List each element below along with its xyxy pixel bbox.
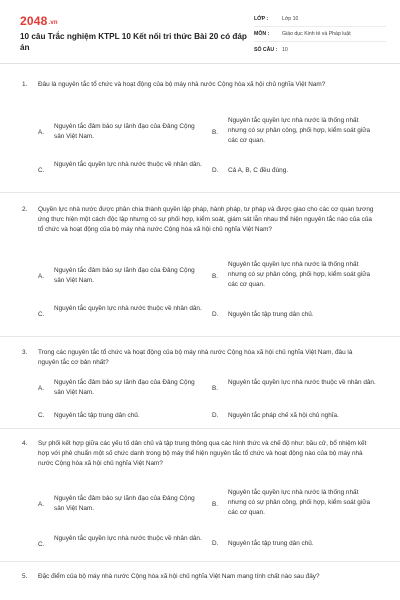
meta-label: SỐ CÂU :	[254, 46, 278, 53]
meta-value: 10	[282, 46, 288, 53]
option-letter: C.	[38, 311, 45, 318]
option-text: Nguyên tắc quyền lực nhà nước là thống nhất nhưng có sự phân công, phối hợp, kiểm soát giữa các cơ quan.	[228, 261, 371, 288]
option-text: Nguyên tắc quyền lực nhà nước thuộc về nhân dân.	[54, 161, 202, 168]
option-text: Nguyên tắc quyền lực nhà nước thuộc về nhân dân.	[228, 379, 376, 386]
option-text: Nguyên tắc tập trung dân chủ.	[228, 311, 314, 318]
option-letter: D.	[212, 311, 219, 318]
option-text: Nguyên tắc đảm bảo sự lãnh đạo của Đảng Cộng sản Việt Nam.	[54, 123, 195, 140]
quiz-header	[0, 0, 400, 64]
site-logo[interactable]	[20, 14, 58, 28]
option-text: Nguyên tắc đảm bảo sự lãnh đạo của Đảng Cộng sản Việt Nam.	[54, 267, 195, 284]
option-letter: B.	[212, 273, 219, 280]
option-text: Nguyên tắc quyền lực nhà nước là thống nhất nhưng có sự phân công, phối hợp, kiểm soát giữa các cơ quan.	[228, 489, 371, 516]
option-letter: B.	[212, 129, 219, 136]
option-letter: A.	[38, 501, 45, 508]
option-letter: C.	[38, 167, 45, 174]
option-letter: A.	[38, 129, 45, 136]
logo-main: 2048	[20, 14, 48, 28]
meta-row-count	[254, 42, 386, 57]
question-text: Quyền lực nhà nước được phân chia thành quyền lập pháp, hành pháp, tư pháp và được giao cho các cơ quan tương ứng thực hiện một cách độc lập nhưng có sự phối hợp, kiểm soát, giám sát lẫn nhau thể hiện nguyên tắc nào của của tổ chức và hoạt động của bộ máy nhà nước Cộng hòa xã hội chủ nghĩa Việt Nam?	[38, 206, 374, 233]
option-text: Nguyên tắc tập trung dân chủ.	[228, 540, 314, 547]
quiz-meta	[254, 12, 386, 57]
option-text: Cả A, B, C đều đúng.	[228, 167, 289, 174]
option-text: Nguyên tắc pháp chế xã hội chủ nghĩa.	[228, 412, 339, 419]
divider	[0, 561, 400, 562]
question-number: 5.	[22, 573, 28, 580]
question-number: 3.	[22, 349, 28, 356]
option-text: Nguyên tắc quyền lực nhà nước thuộc về nhân dân.	[54, 535, 202, 542]
option-text: Nguyên tắc quyền lực nhà nước thuộc về nhân dân.	[54, 305, 202, 312]
option-letter: C.	[38, 541, 45, 548]
option-text: Nguyên tắc đảm bảo sự lãnh đạo của Đảng Cộng sản Việt Nam.	[54, 495, 195, 512]
option-letter: D.	[212, 167, 219, 174]
option-letter: B.	[212, 385, 219, 392]
question-number: 4.	[22, 440, 28, 447]
question-text: Trong các nguyên tắc tổ chức và hoạt động của bộ máy nhà nước Cộng hòa xã hội chủ nghĩa Việt Nam, đâu là nguyên tắc cơ bản nhất?	[38, 349, 353, 366]
page-title: 10 câu Trắc nghiệm KTPL 10 Kết nối tri thức Bài 20 có đáp án	[20, 32, 247, 52]
logo-tld: .vn	[48, 20, 58, 26]
meta-row-grade	[254, 12, 386, 27]
option-text: Nguyên tắc tập trung dân chủ.	[54, 412, 140, 419]
option-letter: A.	[38, 273, 45, 280]
option-text: Nguyên tắc đảm bảo sự lãnh đạo của Đảng Cộng sản Việt Nam.	[54, 379, 195, 396]
question-number: 1.	[22, 81, 28, 88]
option-letter: C.	[38, 412, 45, 419]
question-text: Sự phối kết hợp giữa các yếu tố dân chủ và tập trung thông qua các hình thức và chế độ như: bầu cử, bổ nhiệm kết hợp với phê chuẩn một số chức danh trong bộ máy thể hiện nguyên tắc tổ chức và hoạt động nào của bộ máy nhà nước Cộng hòa xã hội chủ nghĩa Việt Nam?	[38, 440, 367, 467]
meta-value: Lớp 10	[282, 16, 299, 22]
option-letter: D.	[212, 412, 219, 419]
meta-row-subject	[254, 27, 386, 42]
question-text: Đâu là nguyên tắc tổ chức và hoạt động của bộ máy nhà nước Cộng hòa xã hội chủ nghĩa Việt Nam?	[38, 81, 326, 88]
divider	[0, 336, 400, 337]
meta-label: MÔN :	[254, 31, 270, 37]
divider	[0, 428, 400, 429]
question-number: 2.	[22, 206, 28, 213]
option-letter: B.	[212, 501, 219, 508]
divider	[0, 192, 400, 193]
question-text: Đặc điểm của bộ máy nhà nước Cộng hòa xã hội chủ nghĩa Việt Nam mang tính chất nào sau đây?	[38, 573, 320, 580]
meta-label: LỚP :	[254, 16, 269, 22]
option-letter: D.	[212, 540, 219, 547]
meta-value: Giáo dục Kinh tế và Pháp luật	[282, 31, 351, 37]
option-letter: A.	[38, 385, 45, 392]
option-text: Nguyên tắc quyền lực nhà nước là thống nhất nhưng có sự phân công, phối hợp, kiểm soát giữa các cơ quan.	[228, 117, 371, 144]
